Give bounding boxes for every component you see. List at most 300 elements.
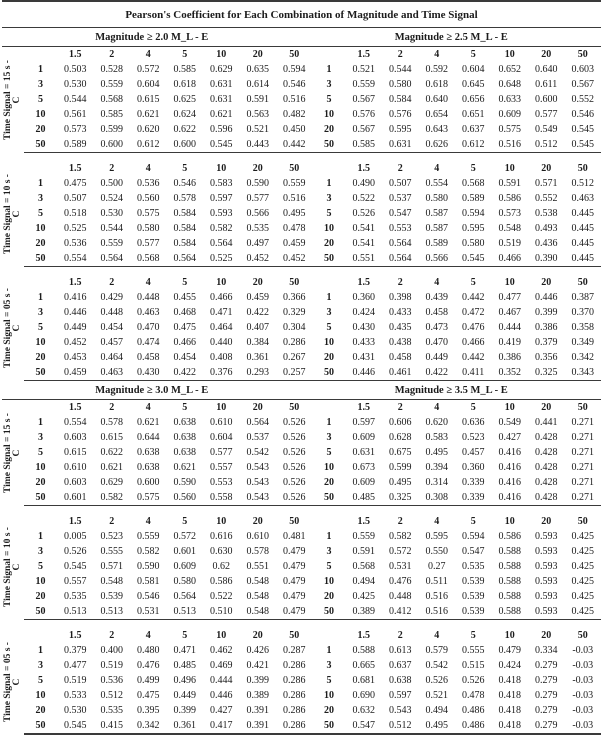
table-row xyxy=(24,574,601,589)
data-cell: 0.638 xyxy=(173,417,196,428)
data-cell: 0.458 xyxy=(425,307,448,318)
data-cell: 0.418 xyxy=(498,675,521,686)
data-cell: 0.361 xyxy=(173,720,196,731)
data-cell: 0.464 xyxy=(100,352,123,363)
row-label: 5 xyxy=(326,675,332,686)
time-signal-label-text: Time Signal = 10 s - xyxy=(3,174,13,254)
column-header: 1.5 xyxy=(357,49,370,60)
data-cell: 0.618 xyxy=(425,79,448,90)
magnitude-header-row xyxy=(2,381,601,400)
data-cell: 0.590 xyxy=(137,561,160,572)
data-cell: 0.625 xyxy=(173,94,196,105)
data-cell: 0.539 xyxy=(462,606,485,617)
column-header: 5 xyxy=(182,277,188,288)
data-cell: 0.560 xyxy=(137,193,160,204)
data-cell: 0.559 xyxy=(137,531,160,542)
data-cell: 0.588 xyxy=(498,546,521,557)
data-cell: 0.580 xyxy=(425,193,448,204)
data-cell: 0.568 xyxy=(462,178,485,189)
data-cell: 0.415 xyxy=(100,720,123,731)
data-cell: 0.495 xyxy=(425,447,448,458)
time-signal-label-c: C xyxy=(12,96,22,104)
row-label: 5 xyxy=(326,322,332,333)
data-cell: 0.495 xyxy=(425,720,448,731)
column-header: 4 xyxy=(145,163,151,174)
column-header: 10 xyxy=(216,277,227,288)
data-cell: 0.463 xyxy=(571,193,594,204)
data-cell: 0.516 xyxy=(283,193,306,204)
data-cell: 0.446 xyxy=(352,367,375,378)
data-cell: 0.654 xyxy=(425,109,448,120)
row-label: 1 xyxy=(326,292,332,303)
row-label: 50 xyxy=(324,139,334,150)
data-cell: 0.526 xyxy=(425,675,448,686)
data-cell: 0.600 xyxy=(535,94,558,105)
data-cell: 0.493 xyxy=(535,223,558,234)
data-cell: 0.547 xyxy=(462,546,485,557)
data-cell: 0.394 xyxy=(425,462,448,473)
time-signal-label xyxy=(2,275,24,381)
data-cell: 0.470 xyxy=(425,337,448,348)
table-row xyxy=(24,350,601,365)
data-cell: 0.624 xyxy=(173,109,196,120)
data-cell: 0.632 xyxy=(352,705,375,716)
row-label: 1 xyxy=(326,64,332,75)
data-cell: 0.433 xyxy=(352,337,375,348)
data-cell: 0.550 xyxy=(425,546,448,557)
data-cell: 0.544 xyxy=(64,94,87,105)
data-cell: 0.442 xyxy=(462,352,485,363)
data-cell: 0.418 xyxy=(498,705,521,716)
data-cell: 0.361 xyxy=(246,352,269,363)
data-cell: 0.516 xyxy=(498,139,521,150)
data-cell: 0.560 xyxy=(173,492,196,503)
column-header: 2 xyxy=(109,630,115,641)
data-cell: 0.610 xyxy=(210,417,233,428)
data-cell: 0.591 xyxy=(246,94,269,105)
column-header: 1.5 xyxy=(69,516,82,527)
data-cell: 0.444 xyxy=(210,675,233,686)
data-cell: 0.594 xyxy=(462,531,485,542)
data-cell: 0.271 xyxy=(571,462,594,473)
data-cell: 0.603 xyxy=(64,477,87,488)
data-cell: 0.622 xyxy=(100,447,123,458)
row-label-header xyxy=(24,275,57,290)
data-cell: 0.588 xyxy=(498,606,521,617)
table-row xyxy=(24,445,601,460)
magnitude-header-right: Magnitude ≥ 2.5 M_L - E xyxy=(394,32,508,43)
data-cell: 0.425 xyxy=(571,576,594,587)
data-cell: 0.389 xyxy=(246,690,269,701)
row-label: 10 xyxy=(35,109,46,120)
data-cell: 0.428 xyxy=(535,462,558,473)
data-cell: 0.286 xyxy=(283,705,306,716)
data-cell: 0.584 xyxy=(173,208,196,219)
row-label-header xyxy=(24,514,57,529)
data-cell: 0.612 xyxy=(462,139,485,150)
column-header: 20 xyxy=(252,277,263,288)
row-label: 3 xyxy=(38,660,43,671)
data-cell: 0.673 xyxy=(352,462,375,473)
data-cell: 0.564 xyxy=(100,253,123,264)
data-cell: 0.563 xyxy=(246,109,269,120)
row-label: 50 xyxy=(35,253,46,264)
data-cell: 0.464 xyxy=(210,322,233,333)
column-header: 50 xyxy=(577,49,588,60)
table-row xyxy=(24,415,601,430)
data-cell: 0.452 xyxy=(64,337,87,348)
data-cell: 0.476 xyxy=(137,660,160,671)
data-cell: 0.416 xyxy=(498,462,521,473)
data-cell: 0.579 xyxy=(425,645,448,656)
data-cell: 0.643 xyxy=(425,124,448,135)
data-table xyxy=(24,628,601,735)
column-header: 5 xyxy=(470,402,476,413)
data-cell: 0.568 xyxy=(352,561,375,572)
column-header: 4 xyxy=(434,630,440,641)
table-row xyxy=(24,236,601,251)
data-cell: 0.422 xyxy=(425,367,448,378)
data-cell: 0.495 xyxy=(283,208,306,219)
data-cell: 0.494 xyxy=(352,576,375,587)
column-header: 10 xyxy=(504,163,515,174)
data-cell: 0.566 xyxy=(425,253,448,264)
data-cell: -0.03 xyxy=(572,690,594,701)
data-cell: 0.521 xyxy=(425,690,448,701)
data-cell: 0.630 xyxy=(210,546,233,557)
data-cell: 0.452 xyxy=(246,253,269,264)
data-cell: 0.511 xyxy=(425,576,448,587)
data-cell: 0.436 xyxy=(535,238,558,249)
data-cell: 0.526 xyxy=(283,462,306,473)
data-cell: 0.467 xyxy=(498,307,521,318)
column-header: 20 xyxy=(252,630,263,641)
data-cell: 0.279 xyxy=(535,705,558,716)
data-cell: 0.441 xyxy=(535,417,558,428)
data-cell: 0.522 xyxy=(352,193,375,204)
data-cell: 0.519 xyxy=(498,238,521,249)
row-label: 20 xyxy=(35,591,46,602)
column-header: 4 xyxy=(145,516,151,527)
column-header: 50 xyxy=(289,630,300,641)
row-label: 50 xyxy=(35,606,46,617)
data-cell: 0.582 xyxy=(389,531,412,542)
data-cell: 0.601 xyxy=(64,492,87,503)
column-header: 50 xyxy=(289,516,300,527)
data-cell: 0.572 xyxy=(389,546,412,557)
column-header: 10 xyxy=(504,49,515,60)
data-cell: 0.595 xyxy=(425,531,448,542)
data-cell: 0.631 xyxy=(210,94,233,105)
data-cell: 0.485 xyxy=(352,492,375,503)
column-header: 50 xyxy=(577,277,588,288)
row-label: 20 xyxy=(35,705,46,716)
data-cell: 0.507 xyxy=(389,178,412,189)
row-label-header xyxy=(313,47,346,62)
data-cell: 0.444 xyxy=(498,322,521,333)
data-cell: 0.652 xyxy=(498,64,521,75)
data-cell: 0.431 xyxy=(352,352,375,363)
row-label: 20 xyxy=(324,352,334,363)
data-cell: 0.681 xyxy=(352,675,375,686)
time-signal-label-c: C xyxy=(12,563,22,571)
column-header: 50 xyxy=(289,163,300,174)
data-cell: 0.581 xyxy=(137,576,160,587)
data-cell: 0.690 xyxy=(352,690,375,701)
data-cell: 0.571 xyxy=(535,178,558,189)
data-cell: 0.543 xyxy=(246,462,269,473)
data-cell: 0.457 xyxy=(100,337,123,348)
data-cell: 0.604 xyxy=(137,79,160,90)
time-signal-label xyxy=(2,161,24,267)
data-cell: 0.349 xyxy=(571,337,594,348)
data-cell: 0.603 xyxy=(571,64,594,75)
column-header: 5 xyxy=(182,402,188,413)
data-cell: 0.547 xyxy=(352,720,375,731)
row-label: 3 xyxy=(326,546,332,557)
data-cell: 0.631 xyxy=(352,447,375,458)
data-cell: 0.580 xyxy=(173,576,196,587)
data-cell: 0.555 xyxy=(100,546,123,557)
data-cell: 0.538 xyxy=(535,208,558,219)
column-header: 10 xyxy=(216,402,227,413)
data-cell: 0.449 xyxy=(64,322,87,333)
data-cell: 0.584 xyxy=(173,223,196,234)
data-cell: 0.379 xyxy=(64,645,87,656)
data-cell: -0.03 xyxy=(572,660,594,671)
data-cell: 0.531 xyxy=(137,606,160,617)
data-cell: 0.466 xyxy=(210,292,233,303)
column-header-row xyxy=(24,275,601,290)
data-cell: 0.471 xyxy=(210,307,233,318)
data-cell: 0.425 xyxy=(571,531,594,542)
column-header: 1.5 xyxy=(357,277,370,288)
table-row xyxy=(24,529,601,544)
column-header: 2 xyxy=(109,277,115,288)
data-cell: 0.477 xyxy=(498,292,521,303)
column-header-row xyxy=(24,400,601,415)
row-label: 5 xyxy=(38,561,43,572)
data-cell: 0.535 xyxy=(462,561,485,572)
table-row xyxy=(24,206,601,221)
column-header: 1.5 xyxy=(69,49,82,60)
data-cell: 0.476 xyxy=(462,322,485,333)
data-cell: 0.588 xyxy=(498,591,521,602)
data-cell: 0.589 xyxy=(64,139,87,150)
table-row xyxy=(24,191,601,206)
data-cell: 0.587 xyxy=(425,223,448,234)
data-cell: 0.637 xyxy=(389,660,412,671)
data-cell: 0.424 xyxy=(498,660,521,671)
data-cell: 0.360 xyxy=(462,462,485,473)
row-label: 20 xyxy=(35,238,46,249)
time-signal-label-text: Time Signal = 15 s - xyxy=(3,60,13,140)
data-cell: 0.578 xyxy=(173,193,196,204)
data-cell: 0.430 xyxy=(137,367,160,378)
data-cell: 0.575 xyxy=(137,492,160,503)
table-row xyxy=(24,643,601,658)
data-cell: 0.391 xyxy=(246,705,269,716)
data-cell: -0.03 xyxy=(572,645,594,656)
data-cell: 0.279 xyxy=(535,690,558,701)
data-cell: 0.438 xyxy=(389,337,412,348)
data-cell: 0.407 xyxy=(246,322,269,333)
column-header: 50 xyxy=(577,516,588,527)
data-cell: 0.339 xyxy=(462,477,485,488)
data-cell: 0.308 xyxy=(425,492,448,503)
data-cell: 0.553 xyxy=(210,477,233,488)
data-cell: 0.446 xyxy=(64,307,87,318)
row-label: 1 xyxy=(38,417,43,428)
column-header: 20 xyxy=(541,277,552,288)
data-cell: 0.610 xyxy=(246,531,269,542)
data-cell: 0.416 xyxy=(498,477,521,488)
data-cell: 0.526 xyxy=(283,432,306,443)
data-cell: 0.459 xyxy=(283,238,306,249)
row-label-header xyxy=(313,400,346,415)
data-cell: 0.425 xyxy=(571,561,594,572)
data-cell: 0.343 xyxy=(571,367,594,378)
data-cell: 0.526 xyxy=(283,417,306,428)
data-cell: 0.577 xyxy=(210,447,233,458)
time-signal-label xyxy=(2,628,24,735)
data-cell: 0.638 xyxy=(389,675,412,686)
row-label: 20 xyxy=(324,477,334,488)
data-cell: 0.507 xyxy=(64,193,87,204)
data-cell: 0.656 xyxy=(462,94,485,105)
row-label: 5 xyxy=(326,561,332,572)
data-cell: 0.613 xyxy=(389,645,412,656)
data-cell: 0.399 xyxy=(173,705,196,716)
data-cell: 0.651 xyxy=(462,109,485,120)
column-header: 5 xyxy=(182,516,188,527)
row-label: 20 xyxy=(35,124,46,135)
data-cell: 0.512 xyxy=(535,139,558,150)
data-cell: 0.513 xyxy=(100,606,123,617)
data-cell: 0.615 xyxy=(137,94,160,105)
data-cell: 0.486 xyxy=(462,720,485,731)
data-cell: 0.599 xyxy=(100,124,123,135)
data-cell: 0.418 xyxy=(498,690,521,701)
data-cell: 0.416 xyxy=(498,447,521,458)
column-header: 20 xyxy=(541,516,552,527)
data-cell: 0.457 xyxy=(462,447,485,458)
time-signal-label-text: Time Signal = 05 s - xyxy=(3,288,13,368)
data-cell: 0.638 xyxy=(137,462,160,473)
data-cell: 0.620 xyxy=(137,124,160,135)
row-label: 1 xyxy=(326,417,332,428)
data-cell: 0.510 xyxy=(210,606,233,617)
data-cell: 0.422 xyxy=(173,367,196,378)
data-cell: 0.609 xyxy=(352,477,375,488)
data-cell: 0.545 xyxy=(462,253,485,264)
column-header: 5 xyxy=(470,516,476,527)
data-cell: 0.428 xyxy=(535,492,558,503)
data-cell: 0.559 xyxy=(352,79,375,90)
data-cell: 0.525 xyxy=(64,223,87,234)
data-cell: 0.516 xyxy=(425,606,448,617)
data-cell: 0.445 xyxy=(571,223,594,234)
time-signal-label xyxy=(2,400,24,506)
data-cell: 0.530 xyxy=(64,79,87,90)
data-cell: 0.548 xyxy=(100,576,123,587)
data-cell: 0.271 xyxy=(571,447,594,458)
data-cell: 0.526 xyxy=(283,447,306,458)
data-cell: 0.546 xyxy=(173,178,196,189)
data-cell: 0.533 xyxy=(64,690,87,701)
data-cell: 0.530 xyxy=(100,208,123,219)
table-row xyxy=(24,122,601,137)
column-header-row xyxy=(24,628,601,643)
data-cell: 0.621 xyxy=(173,462,196,473)
data-cell: 0.521 xyxy=(352,64,375,75)
data-cell: 0.539 xyxy=(462,576,485,587)
row-label: 1 xyxy=(326,645,332,656)
data-cell: 0.360 xyxy=(352,292,375,303)
data-cell: 0.459 xyxy=(64,367,87,378)
column-header: 4 xyxy=(145,49,151,60)
row-label: 50 xyxy=(324,253,334,264)
data-cell: 0.567 xyxy=(352,124,375,135)
data-cell: 0.637 xyxy=(462,124,485,135)
data-cell: 0.478 xyxy=(283,223,306,234)
data-cell: 0.370 xyxy=(571,307,594,318)
column-header: 1.5 xyxy=(357,516,370,527)
table-row xyxy=(24,305,601,320)
data-cell: 0.387 xyxy=(571,292,594,303)
data-cell: 0.463 xyxy=(100,367,123,378)
row-label-header xyxy=(313,514,346,529)
data-cell: 0.472 xyxy=(462,307,485,318)
data-cell: 0.593 xyxy=(535,606,558,617)
data-cell: 0.62 xyxy=(212,561,230,572)
row-label: 10 xyxy=(324,576,334,587)
data-cell: 0.366 xyxy=(283,292,306,303)
row-label: 10 xyxy=(35,576,46,587)
row-label: 5 xyxy=(326,447,332,458)
data-cell: 0.425 xyxy=(571,546,594,557)
data-cell: 0.568 xyxy=(137,253,160,264)
data-cell: 0.576 xyxy=(352,109,375,120)
row-label: 20 xyxy=(35,352,46,363)
row-label: 3 xyxy=(38,79,43,90)
table-row xyxy=(24,335,601,350)
data-cell: 0.573 xyxy=(498,208,521,219)
data-cell: 0.443 xyxy=(246,139,269,150)
data-cell: 0.474 xyxy=(137,337,160,348)
data-cell: -0.03 xyxy=(572,720,594,731)
row-label: 50 xyxy=(324,492,334,503)
column-header: 2 xyxy=(109,402,115,413)
data-cell: 0.578 xyxy=(246,546,269,557)
data-cell: 0.419 xyxy=(498,337,521,348)
data-cell: 0.638 xyxy=(173,447,196,458)
data-cell: 0.621 xyxy=(137,417,160,428)
data-cell: 0.428 xyxy=(535,447,558,458)
data-cell: 0.644 xyxy=(137,432,160,443)
data-cell: 0.554 xyxy=(64,417,87,428)
row-label: 1 xyxy=(326,531,332,542)
column-header: 1.5 xyxy=(69,163,82,174)
data-cell: 0.342 xyxy=(571,352,594,363)
data-cell: 0.564 xyxy=(246,417,269,428)
data-cell: 0.433 xyxy=(389,307,412,318)
data-cell: 0.580 xyxy=(462,238,485,249)
row-label-header xyxy=(24,47,57,62)
table-row xyxy=(24,688,601,703)
row-label-header xyxy=(24,161,57,176)
data-cell: 0.576 xyxy=(389,109,412,120)
